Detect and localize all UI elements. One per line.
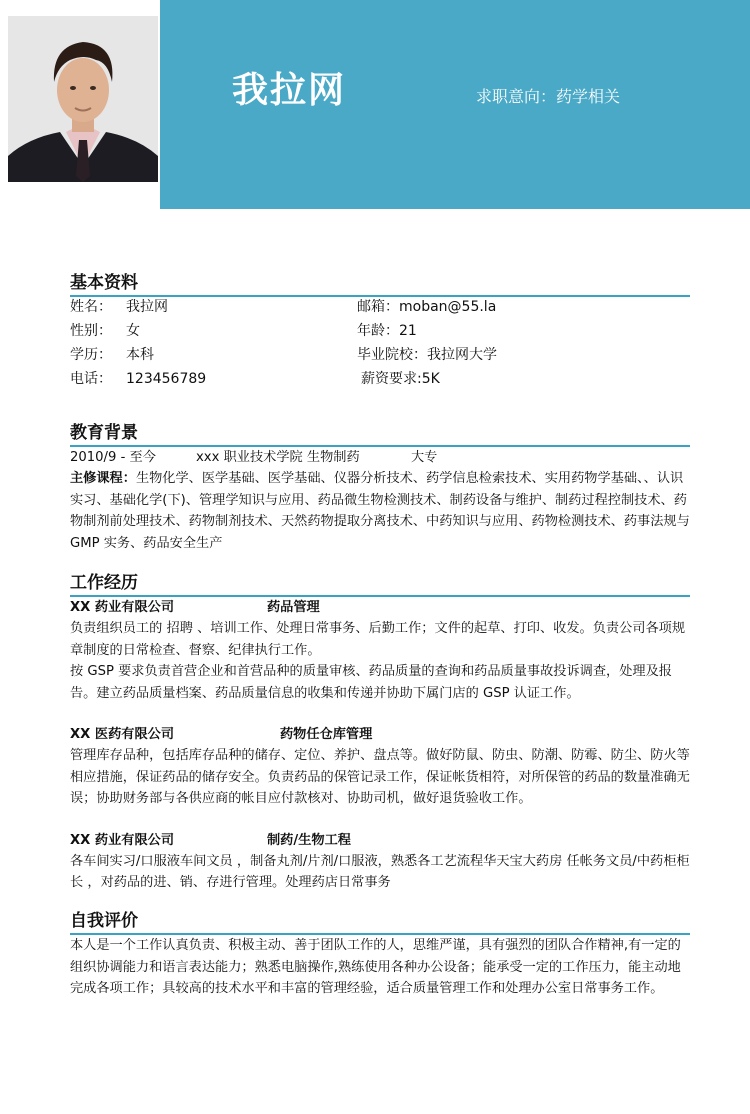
job-description: 管理库存品种，包括库存品种的储存、定位、养护、盘点等。做好防鼠、防虫、防潮、防霉、防尘、防火等相应措施，保证药品的储存安全。负责药品的保管记录工作，保证帐货相符，对所保管的药品的数量准确无误；协助财务部与各供应商的帐目应付款核对、协助司机，做好退货验收工作。 [70,748,690,806]
courses-label: 主修课程： [70,471,136,486]
job-role: 药品管理 [267,600,320,615]
profile-photo [8,16,158,182]
basic-info-section [70,272,690,297]
job-description: 负责组织员工的 招聘 、培训工作、处理日常事务、后勤工作；文件的起草、打印、收发。负责公司各项规章制度的日常检查、督察、纪律执行工作。 [70,621,686,658]
self-eval-section [70,910,690,1000]
school-value: 毕业院校：我拉网大学 [357,347,497,363]
education-section [70,422,690,554]
work-section [70,572,690,894]
basic-info-title: 基本资料 [70,272,690,297]
job-company: XX 药业有限公司 [70,832,175,848]
job-role: 制药/生物工程 [267,832,351,848]
job-item [70,830,690,894]
job-role: 药物任仓库管理 [280,727,373,742]
education-courses [70,468,690,554]
name-label: 姓名： [70,299,112,315]
work-title: 工作经历 [70,572,690,597]
age-value: 年龄：21 [357,323,417,339]
education-title: 教育背景 [70,422,690,447]
job-company: XX 药业有限公司 [70,600,175,615]
name-value: 我拉网 [126,299,168,315]
job-item [70,724,690,810]
education-degree: 大专 [411,450,438,465]
job-target: 求职意向：药学相关 [476,87,621,106]
education-school: xxx 职业技术学院 生物制药 [196,450,360,465]
gender-value: 女 [126,323,140,339]
job-item [70,597,690,704]
self-eval-text: 本人是一个工作认真负责、积极主动、善于团队工作的人，思维严谨，具有强烈的团队合作精神,有一定的组织协调能力和语言表达能力；熟悉电脑操作,熟练使用各种办公设备；能承受一定的工作压力，能主动地完成各项工作；具较高的技术水平和丰富的管理经验，适合质量管理工作和处理办公室日常事务工作。 [70,938,681,996]
job-description: 按 GSP 要求负责首营企业和首营品种的质量审核、药品质量的查询和药品质量事故投诉调查，处理及报告。建立药品质量档案、药品质量信息的收集和传递并协助下属门店的 GSP 认证工作。 [70,664,672,701]
phone-value: 123456789 [126,371,207,387]
education-row [70,447,690,468]
gender-label: 性别： [70,323,112,339]
salary-value: 薪资要求:5K [361,371,440,387]
courses-text: 生物化学、医学基础、医学基础、仪器分析技术、药学信息检索技术、实用药物学基础、、认识实习、基础化学(下)、管理学知识与应用、药品微生物检测技术、制药设备与维护、制药过程控制技术、药物制剂前处理技术、药物制剂技术、天然药物提取分离技术、中药知识与应用、药物检测技术、药事法规与 GMP 实务、药品安全生产 [70,471,690,551]
self-eval-title: 自我评价 [70,910,690,935]
applicant-name: 我拉网 [232,70,347,111]
education-period: 2010/9 - 至今 [70,450,156,465]
job-description: 各车间实习/口服液车间文员 ，制备丸剂/片剂/口服液，熟悉各工艺流程华天宝大药房 任帐务文员/中药柜柜长 ，对药品的进、销、存进行管理。处理药店日常事务 [70,853,690,890]
education-label: 学历： [70,347,112,363]
job-company: XX 医药有限公司 [70,727,175,742]
email-value: 邮箱：moban@55.la [357,299,497,315]
education-value: 本科 [126,347,154,363]
phone-label: 电话： [70,371,112,387]
